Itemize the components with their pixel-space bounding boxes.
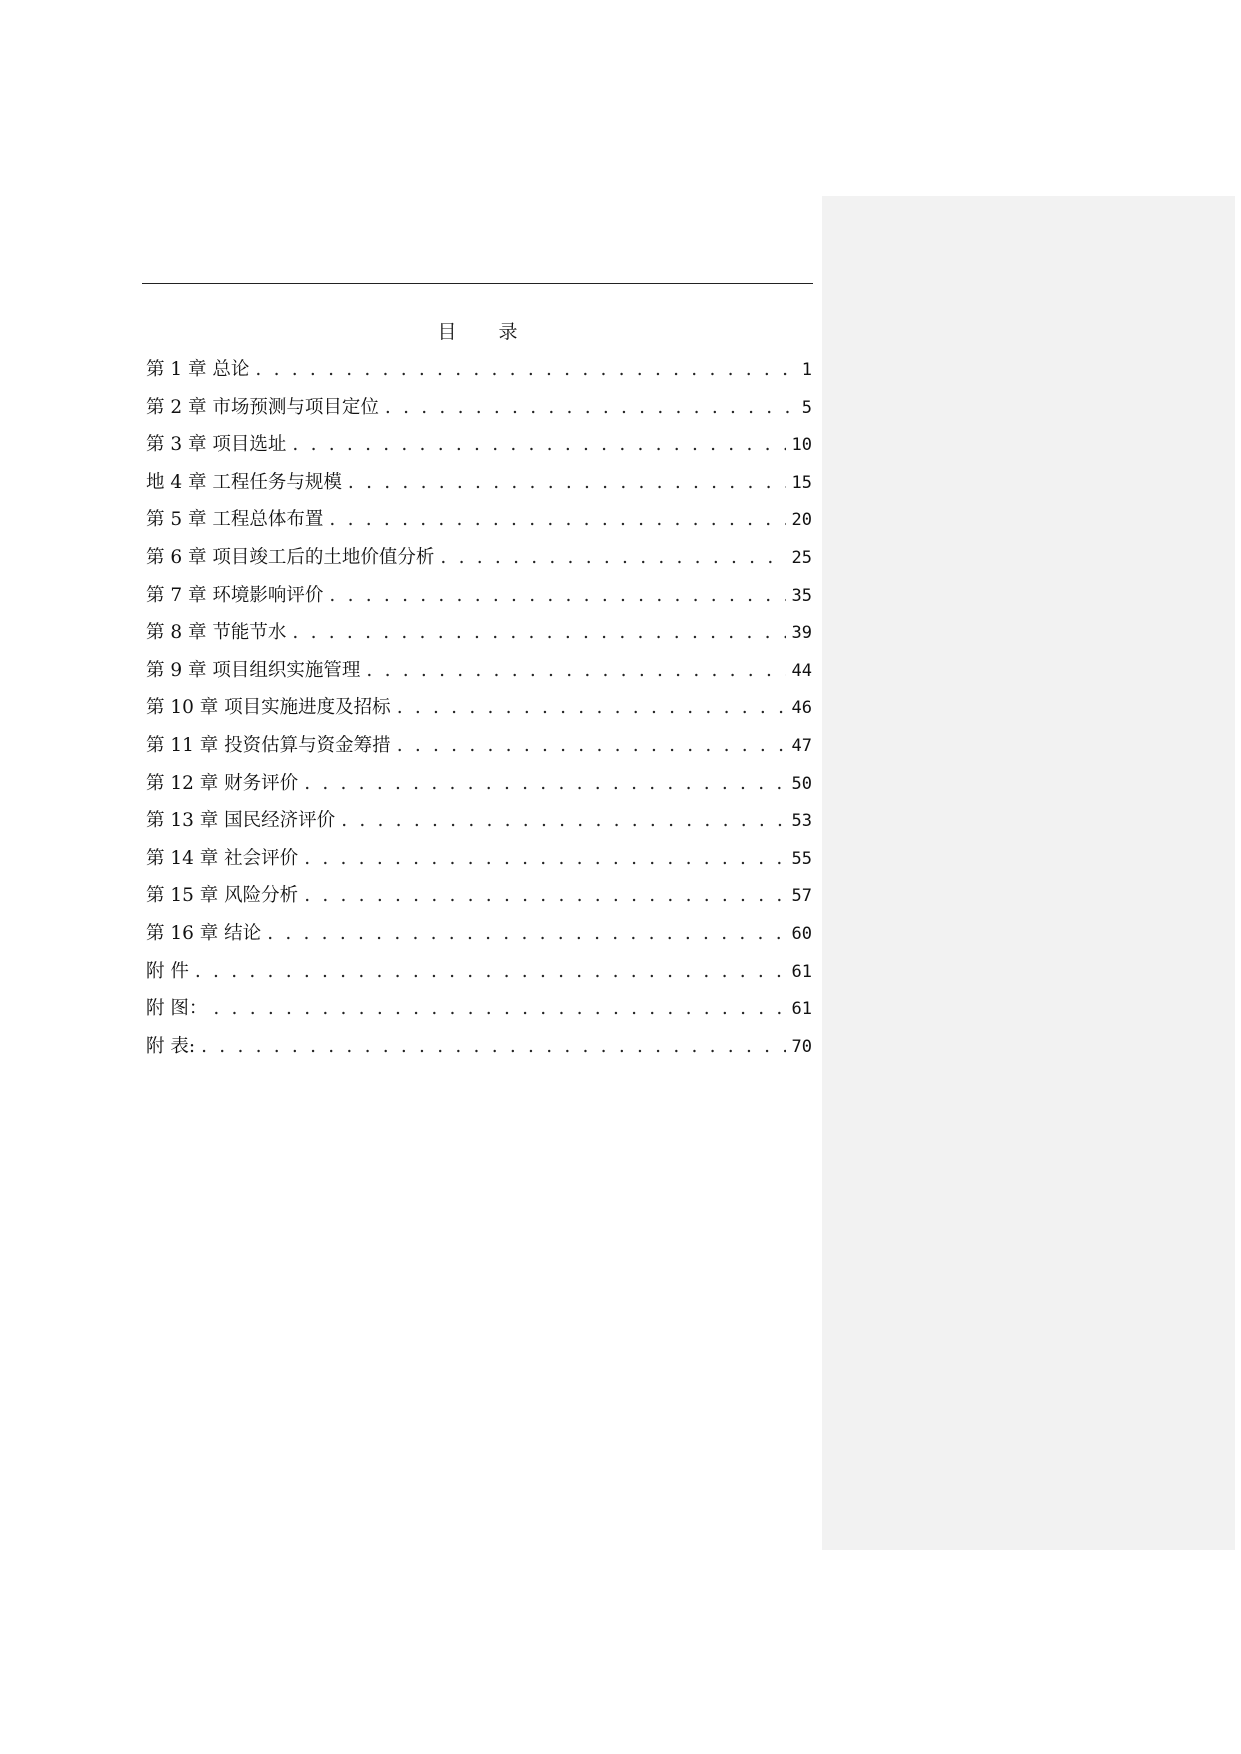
toc-leader-dots	[292, 619, 785, 647]
toc-leader-dots	[213, 995, 785, 1023]
toc-leader-dots	[292, 431, 785, 459]
toc-entry[interactable]	[146, 694, 812, 732]
toc-entry[interactable]	[146, 845, 812, 883]
toc-entry-label: 第 8 章 节能节水	[146, 622, 287, 644]
toc-entry-label: 附 件	[146, 960, 189, 982]
toc-page-number: 35	[791, 585, 812, 606]
toc-entry-label: 第 9 章 项目组织实施管理	[146, 659, 361, 681]
toc-entry[interactable]	[146, 582, 812, 620]
toc-entry[interactable]	[146, 506, 812, 544]
toc-page-number: 20	[791, 510, 812, 531]
toc-entry[interactable]	[146, 469, 812, 507]
toc-page-number: 53	[791, 811, 812, 832]
toc-entry[interactable]	[146, 770, 812, 808]
toc-page-number: 44	[791, 660, 812, 681]
toc-page-number: 5	[801, 397, 812, 418]
toc-entry-label: 第 5 章 工程总体布置	[146, 509, 324, 531]
toc-entry[interactable]	[146, 882, 812, 920]
toc-entry-label: 地 4 章 工程任务与规模	[146, 471, 342, 493]
toc-page-number: 25	[791, 547, 812, 568]
toc-entry[interactable]	[146, 431, 812, 469]
toc-leader-dots	[255, 356, 795, 384]
toc-page-number: 39	[791, 623, 812, 644]
toc-leader-dots	[195, 958, 786, 986]
table-of-contents	[146, 356, 812, 1070]
toc-entry-label: 第 3 章 项目选址	[146, 434, 287, 456]
toc-leader-dots	[397, 732, 786, 760]
toc-leader-dots	[329, 506, 785, 534]
toc-page-number: 55	[791, 848, 812, 869]
toc-leader-dots	[348, 469, 786, 497]
toc-leader-dots	[304, 845, 785, 873]
toc-page-number: 61	[791, 999, 812, 1020]
toc-entry[interactable]	[146, 394, 812, 432]
toc-page-number: 1	[801, 360, 812, 380]
toc-entry-label: 第 13 章 国民经济评价	[146, 810, 336, 832]
toc-entry[interactable]	[146, 1033, 812, 1071]
toc-entry-label: 附 表:	[146, 1035, 196, 1057]
toc-page-number: 61	[791, 961, 812, 982]
toc-entry[interactable]	[146, 619, 812, 657]
toc-entry[interactable]	[146, 544, 812, 582]
toc-entry[interactable]	[146, 920, 812, 958]
toc-entry[interactable]	[146, 732, 812, 770]
toc-page-number: 47	[791, 735, 812, 756]
toc-entry-label: 第 2 章 市场预测与项目定位	[146, 396, 379, 418]
toc-entry[interactable]	[146, 356, 812, 394]
toc-leader-dots	[329, 582, 785, 610]
toc-entry[interactable]	[146, 958, 812, 996]
toc-entry-label: 第 1 章 总论	[146, 359, 250, 380]
toc-leader-dots	[366, 657, 785, 685]
toc-page-number: 60	[791, 923, 812, 944]
toc-entry[interactable]	[146, 807, 812, 845]
toc-page-number: 15	[791, 472, 812, 493]
toc-leader-dots	[201, 1033, 785, 1061]
toc-leader-dots	[385, 394, 796, 422]
toc-page-number: 10	[791, 435, 812, 456]
toc-entry-label: 第 14 章 社会评价	[146, 847, 299, 869]
toc-entry[interactable]	[146, 657, 812, 695]
toc-page-number: 57	[791, 886, 812, 907]
toc-page-number: 50	[791, 773, 812, 794]
toc-page-number: 46	[791, 698, 812, 719]
header-rule	[142, 283, 813, 284]
toc-entry-label: 第 12 章 财务评价	[146, 772, 299, 794]
toc-entry-label: 第 10 章 项目实施进度及招标	[146, 697, 391, 719]
toc-entry-label: 第 15 章 风险分析	[146, 885, 299, 907]
toc-leader-dots	[440, 544, 785, 572]
toc-entry-label: 第 7 章 环境影响评价	[146, 584, 324, 606]
comment-pane	[822, 196, 1235, 1550]
toc-entry-label: 第 6 章 项目竣工后的土地价值分析	[146, 546, 435, 568]
toc-leader-dots	[304, 770, 785, 798]
toc-entry-label: 附 图：	[146, 998, 208, 1020]
toc-entry-label: 第 16 章 结论	[146, 922, 262, 944]
toc-leader-dots	[341, 807, 785, 835]
toc-entry[interactable]	[146, 995, 812, 1033]
toc-leader-dots	[397, 694, 786, 722]
toc-entry-label: 第 11 章 投资估算与资金筹措	[146, 734, 391, 756]
toc-title: 目 录	[437, 321, 536, 343]
toc-page-number: 70	[791, 1036, 812, 1057]
toc-leader-dots	[304, 882, 785, 910]
toc-leader-dots	[267, 920, 785, 948]
